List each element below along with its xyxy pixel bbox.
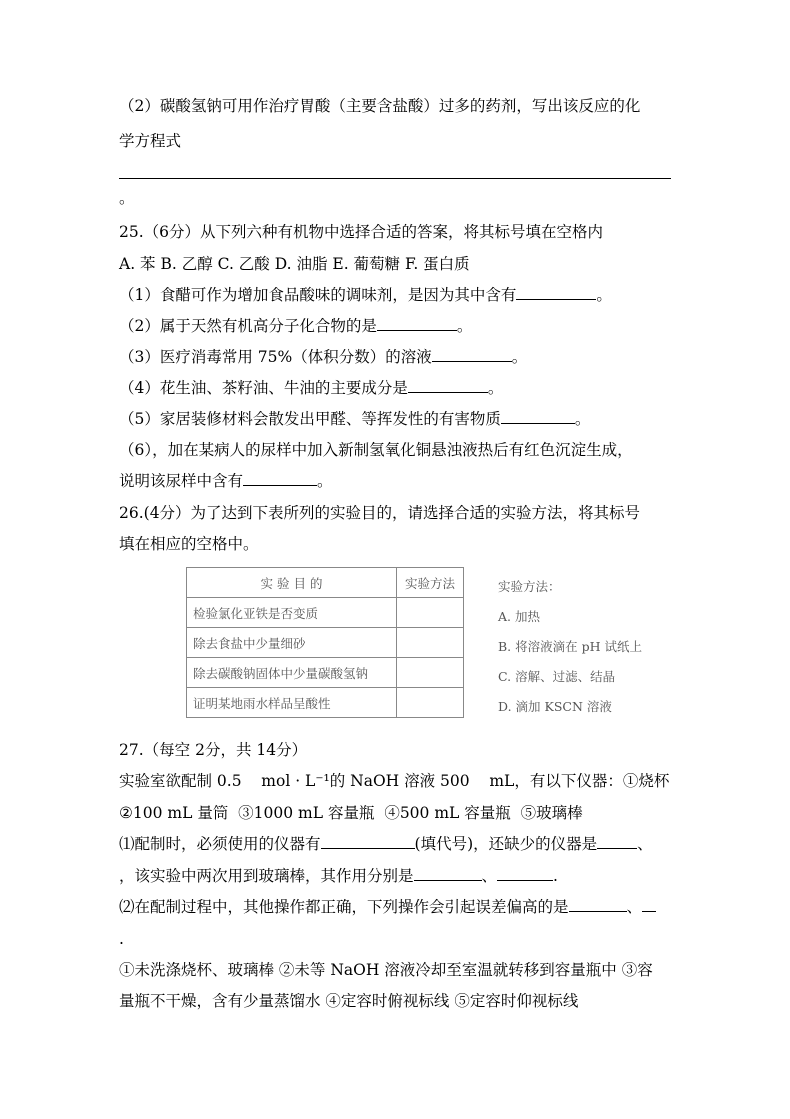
q27-part1-text-f: .: [553, 867, 558, 885]
q25-item-1: [119, 285, 612, 305]
q26-title-line1: 26.(4分）为了达到下表所列的实验目的，请选择合适的实验方法，将其标号: [119, 504, 641, 522]
method-cell[interactable]: [397, 598, 464, 628]
q25-item-4-text: （4）花生油、茶籽油、牛油的主要成分是: [119, 379, 408, 397]
q27-part2-end: .: [119, 930, 124, 948]
q27-part1: [119, 834, 653, 854]
q25-item-5-text: （5）家居装修材料会散发出甲醛、等挥发性的有害物质: [119, 410, 501, 428]
q27-part1-text-e: 、: [481, 867, 498, 885]
q25-item-6-text: 说明该尿样中含有: [119, 472, 244, 490]
answer-blank[interactable]: [497, 866, 553, 881]
q27-title: 27.（每空 2分，共 14分）: [119, 741, 308, 759]
method-b: B. 将溶液滴在 pH 试纸上: [498, 639, 642, 654]
method-cell[interactable]: [397, 628, 464, 658]
q25-item-5: [119, 409, 590, 429]
q25-item-6-end: 。: [317, 472, 333, 490]
answer-blank[interactable]: [377, 316, 457, 331]
table-header-row: [187, 568, 464, 598]
method-cell[interactable]: [397, 688, 464, 718]
q27-line1: 实验室欲配制 0.5 mol · L⁻¹的 NaOH 溶液 500 mL，有以下仪器：①烧杯: [119, 772, 670, 790]
q27-part2: [119, 897, 656, 917]
row-purpose: 除去食盐中少量细砂: [187, 628, 397, 658]
q25-item-4: [119, 378, 503, 398]
q27-options-line2: 量瓶不干燥，含有少量蒸馏水 ④定容时俯视标线 ⑤定容时仰视标线: [119, 992, 579, 1010]
q25-item-2-end: 。: [456, 317, 473, 335]
method-a: A. 加热: [498, 609, 540, 624]
q27-part1-text-b: (填代号)，还缺少的仪器是: [414, 835, 598, 853]
table-row: [187, 628, 464, 658]
experiment-table: [186, 567, 464, 718]
row-purpose: 除去碳酸钠固体中少量碳酸氢钠: [187, 658, 397, 688]
q25-item-3: [119, 347, 527, 367]
row-purpose: 证明某地雨水样品呈酸性: [187, 688, 397, 718]
q24-2-line2: 学方程式: [119, 132, 182, 150]
q25-item-4-end: 。: [487, 379, 504, 397]
method-cell[interactable]: [397, 658, 464, 688]
header-method: 实验方法: [397, 568, 464, 598]
q25-item-6-line1: （6），加在某病人的尿样中加入新制氢氧化铜悬浊液热后有红色沉淀生成，: [119, 441, 633, 459]
q25-options: A. 苯 B. 乙醇 C. 乙酸 D. 油脂 E. 葡萄糖 F. 蛋白质: [119, 255, 470, 273]
q27-options-line1: ①未洗涤烧杯、玻璃棒 ②未等 NaOH 溶液冷却至室温就转移到容量瓶中 ③容: [119, 961, 653, 979]
method-c: C. 溶解、过滤、结晶: [498, 669, 616, 684]
q26-title-line2: 填在相应的空格中。: [119, 535, 259, 553]
answer-blank[interactable]: [501, 409, 575, 424]
method-d: D. 滴加 KSCN 溶液: [498, 699, 612, 714]
q25-item-2-text: （2）属于天然有机高分子化合物的是: [119, 317, 377, 335]
q25-item-1-text: （1）食醋可作为增加食品酸味的调味剂，是因为其中含有: [119, 286, 517, 304]
methods-title: 实验方法：: [498, 579, 561, 594]
q24-2-period: 。: [119, 189, 135, 207]
q27-part1-text-a: ⑴配制时，必须使用的仪器有: [119, 835, 321, 853]
q25-item-2: [119, 316, 472, 336]
answer-line[interactable]: [119, 178, 671, 179]
q25-item-6-line2: [119, 471, 333, 491]
q25-item-1-end: 。: [596, 286, 612, 304]
answer-blank[interactable]: [243, 471, 317, 486]
row-purpose: 检验氯化亚铁是否变质: [187, 598, 397, 628]
answer-blank[interactable]: [516, 285, 596, 300]
header-purpose: 实 验 目 的: [187, 568, 397, 598]
q25-item-3-end: 。: [511, 348, 528, 366]
answer-blank[interactable]: [321, 834, 415, 849]
answer-blank[interactable]: [414, 866, 482, 881]
q27-part2-text-b: 、: [626, 898, 643, 916]
table-row: [187, 688, 464, 718]
q27-part1-line2: [119, 866, 558, 886]
q27-part1-text-d: ，该实验中两次用到玻璃棒，其作用分别是: [119, 867, 414, 885]
q24-2-line1: （2）碳酸氢钠可用作治疗胃酸（主要含盐酸）过多的药剂，写出该反应的化: [119, 97, 641, 115]
answer-blank[interactable]: [597, 834, 637, 849]
q25-item-3-text: （3）医疗消毒常用 75%（体积分数）的溶液: [119, 348, 432, 366]
table-row: [187, 598, 464, 628]
answer-blank[interactable]: [408, 378, 488, 393]
q27-line2: ②100 mL 量筒 ③1000 mL 容量瓶 ④500 mL 容量瓶 ⑤玻璃棒: [119, 804, 583, 822]
answer-blank[interactable]: [642, 897, 656, 912]
q25-title: 25.（6分）从下列六种有机物中选择合适的答案，将其标号填在空格内: [119, 223, 604, 241]
q27-part2-text-a: ⑵在配制过程中，其他操作都正确，下列操作会引起误差偏高的是: [119, 898, 569, 916]
answer-blank[interactable]: [569, 897, 627, 912]
table-row: [187, 658, 464, 688]
q27-part1-text-c: 、: [637, 835, 653, 853]
q25-item-5-end: 。: [574, 410, 591, 428]
answer-blank[interactable]: [432, 347, 512, 362]
